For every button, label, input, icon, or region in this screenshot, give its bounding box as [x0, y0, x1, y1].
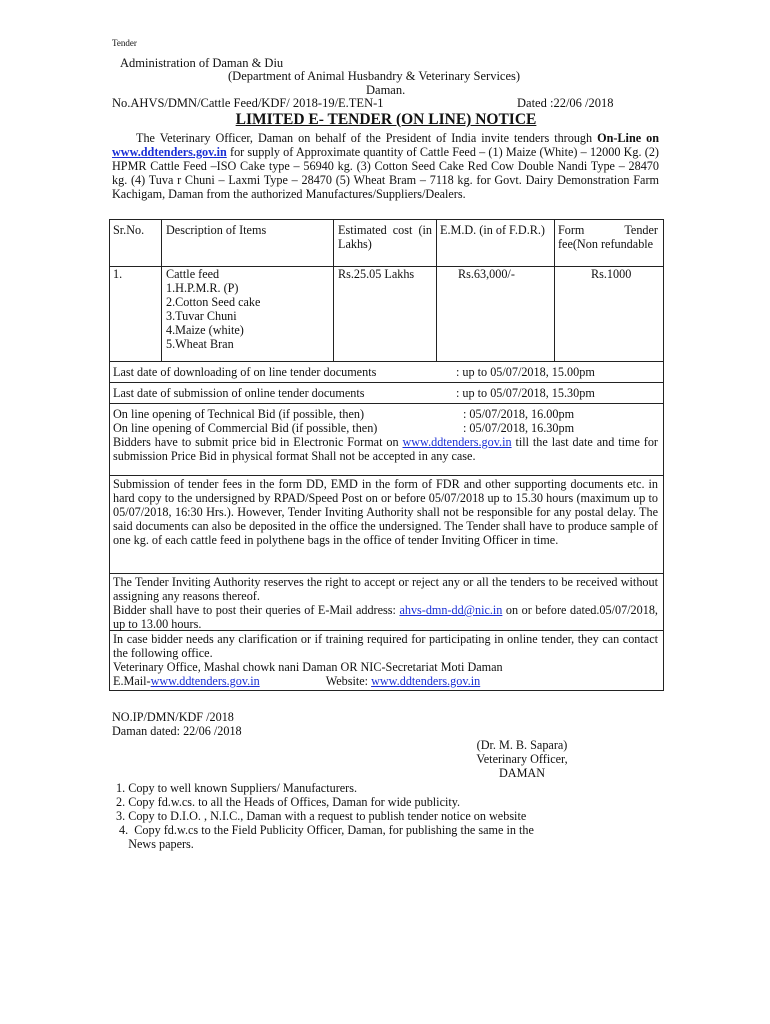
- place-name: Daman.: [366, 83, 406, 97]
- signer-place: DAMAN: [498, 766, 546, 780]
- items-list: [166, 267, 260, 351]
- query-paragraph: [113, 603, 658, 631]
- column-divider: [333, 219, 334, 361]
- item-line: 3.Tuvar Chuni: [166, 309, 237, 323]
- row-srno: 1.: [113, 267, 123, 281]
- submit-date-value: : up to 05/07/2018, 15.30pm: [456, 386, 595, 400]
- copy-item: 3. Copy to D.I.O. , N.I.C., Daman with a request to publish tender notice on website: [116, 809, 527, 823]
- order-dated: Daman dated: 22/06 /2018: [112, 724, 242, 738]
- query-email-link[interactable]: ahvs-dmn-dd@nic.in: [399, 603, 503, 617]
- contact-block: [113, 632, 658, 688]
- signer-name: (Dr. M. B. Sapara): [476, 738, 568, 752]
- contact-offices: Veterinary Office, Mashal chowk nani Daman OR NIC-Secretariat Moti Daman: [113, 660, 503, 674]
- reference-number: No.AHVS/DMN/Cattle Feed/KDF/ 2018-19/E.TEN-1: [112, 96, 384, 110]
- intro-website-link[interactable]: www.ddtenders.gov.in: [112, 145, 227, 159]
- corner-label: Tender: [112, 38, 137, 48]
- organization-name: Administration of Daman & Diu: [120, 56, 284, 70]
- download-date-value: : up to 05/07/2018, 15.00pm: [456, 365, 595, 379]
- signer-title: Veterinary Officer,: [476, 752, 568, 766]
- row-emd: Rs.63,000/-: [458, 267, 515, 281]
- item-line: 1.H.P.M.R. (P): [166, 281, 239, 295]
- authority-block: [113, 575, 658, 631]
- commercial-bid-label: On line opening of Commercial Bid (if possible, then): [113, 421, 378, 435]
- item-line: 4.Maize (white): [166, 323, 244, 337]
- copy-to-list: [116, 781, 676, 851]
- notice-title: LIMITED E- TENDER (ON LINE) NOTICE: [235, 111, 537, 128]
- row-divider: [109, 361, 664, 362]
- tender-details-box: [109, 219, 664, 691]
- download-date-label: Last date of downloading of on line tender documents: [113, 365, 377, 379]
- intro-bold-prefix: On-Line on: [597, 131, 659, 145]
- commercial-bid-value: : 05/07/2018, 16.30pm: [463, 421, 575, 435]
- row-divider: [109, 403, 664, 404]
- submit-date-label: Last date of submission of online tender documents: [113, 386, 365, 400]
- header-srno: Sr.No.: [113, 223, 145, 237]
- item-line: 2.Cotton Seed cake: [166, 295, 261, 309]
- intro-text-1: The Veterinary Officer, Daman on behalf of the President of India invite tenders through: [136, 131, 598, 145]
- row-divider: [109, 475, 664, 476]
- signature-block: [467, 738, 577, 780]
- department-name: (Department of Animal Husbandry & Veterinary Services): [228, 69, 521, 83]
- price-bid-text-2: till the last date and time for submission Price Bid in physical format Shall not be accepted in any case.: [113, 435, 658, 463]
- contact-website-link[interactable]: www.ddtenders.gov.in: [371, 674, 481, 688]
- header-estimated-cost: Estimated cost (in Lakhs): [338, 223, 432, 251]
- item-line: Cattle feed: [166, 267, 220, 281]
- contact-website-label: Website:: [325, 674, 372, 688]
- reference-date: Dated :22/06 /2018: [517, 96, 614, 110]
- copy-item: 2. Copy fd.w.cs. to all the Heads of Offices, Daman for wide publicity.: [116, 795, 461, 809]
- column-divider: [554, 219, 555, 361]
- query-text-1: Bidder shall have to post their queries of E-Mail address:: [113, 603, 400, 617]
- price-bid-link[interactable]: www.ddtenders.gov.in: [402, 435, 512, 449]
- contact-email-label: E.Mail-: [113, 674, 151, 688]
- row-estimated-cost: Rs.25.05 Lakhs: [338, 267, 415, 281]
- query-text-2: on or before dated.05/07/2018, up to 13.00 hours.: [113, 603, 658, 631]
- contact-email-link[interactable]: www.ddtenders.gov.in: [150, 674, 260, 688]
- order-number: NO.IP/DMN/KDF /2018: [112, 710, 234, 724]
- header-form-fee: Form Tender fee(Non refundable: [558, 223, 658, 251]
- header-description: Description of Items: [166, 223, 267, 237]
- column-divider: [436, 219, 437, 361]
- row-form-fee: Rs.1000: [591, 267, 632, 281]
- order-reference-block: [112, 710, 242, 738]
- contact-text: In case bidder needs any clarification or if training required for participating in online tender, they can contact the following office.: [113, 632, 658, 660]
- intro-paragraph: [112, 131, 659, 201]
- column-divider: [161, 219, 162, 361]
- technical-bid-label: On line opening of Technical Bid (if possible, then): [113, 407, 365, 421]
- price-bid-paragraph: [113, 435, 658, 463]
- technical-bid-value: : 05/07/2018, 16.00pm: [463, 407, 575, 421]
- copy-item: 4. Copy fd.w.cs to the Field Publicity Officer, Daman, for publishing the same in the: [116, 823, 534, 837]
- copy-item: 1. Copy to well known Suppliers/ Manufacturers.: [116, 781, 358, 795]
- price-bid-text-1: Bidders have to submit price bid in Electronic Format on: [113, 435, 403, 449]
- copy-item: News papers.: [116, 837, 194, 851]
- row-divider: [109, 573, 664, 574]
- intro-text-2: for supply of Approximate quantity of Cattle Feed – (1) Maize (White) – 12000 Kg. (2) HPMR Cattle Feed –ISO Cake type – 56940 kg. (3) Cotton Seed Cake Red Cow Double Nandi Type – 28470 kg. (4) Tuva r Chuni – Laxmi Type – 28470 (5) Wheat Bram – 7118 kg. for Govt. Dairy Demonstration Farm Kachigam, Daman from the authorized Manufactures/Suppliers/Dealers.: [112, 145, 659, 201]
- submission-paragraph: Submission of tender fees in the form DD, EMD in the form of FDR and other supporting documents etc. in hard copy to the undersigned by RPAD/Speed Post on or before 05/07/2018 up to 15.30 hours (maximum up to 05/07/2018, 16:30 Hrs.). However, Tender Inviting Authority shall not be responsible for any postal delay. The said documents can also be deposited in the office the undersigned. The Tender shall have to produce sample of one kg. of each cattle feed in polythene bags in the office of tender Inviting Officer in time.: [113, 477, 658, 547]
- header-emd: E.M.D. (in of F.D.R.): [440, 223, 545, 237]
- row-divider: [109, 382, 664, 383]
- contact-email-line: [113, 674, 658, 688]
- reserve-right-text: The Tender Inviting Authority reserves the right to accept or reject any or all the tenders to be received without assigning any reasons thereof.: [113, 575, 658, 603]
- item-line: 5.Wheat Bran: [166, 337, 234, 351]
